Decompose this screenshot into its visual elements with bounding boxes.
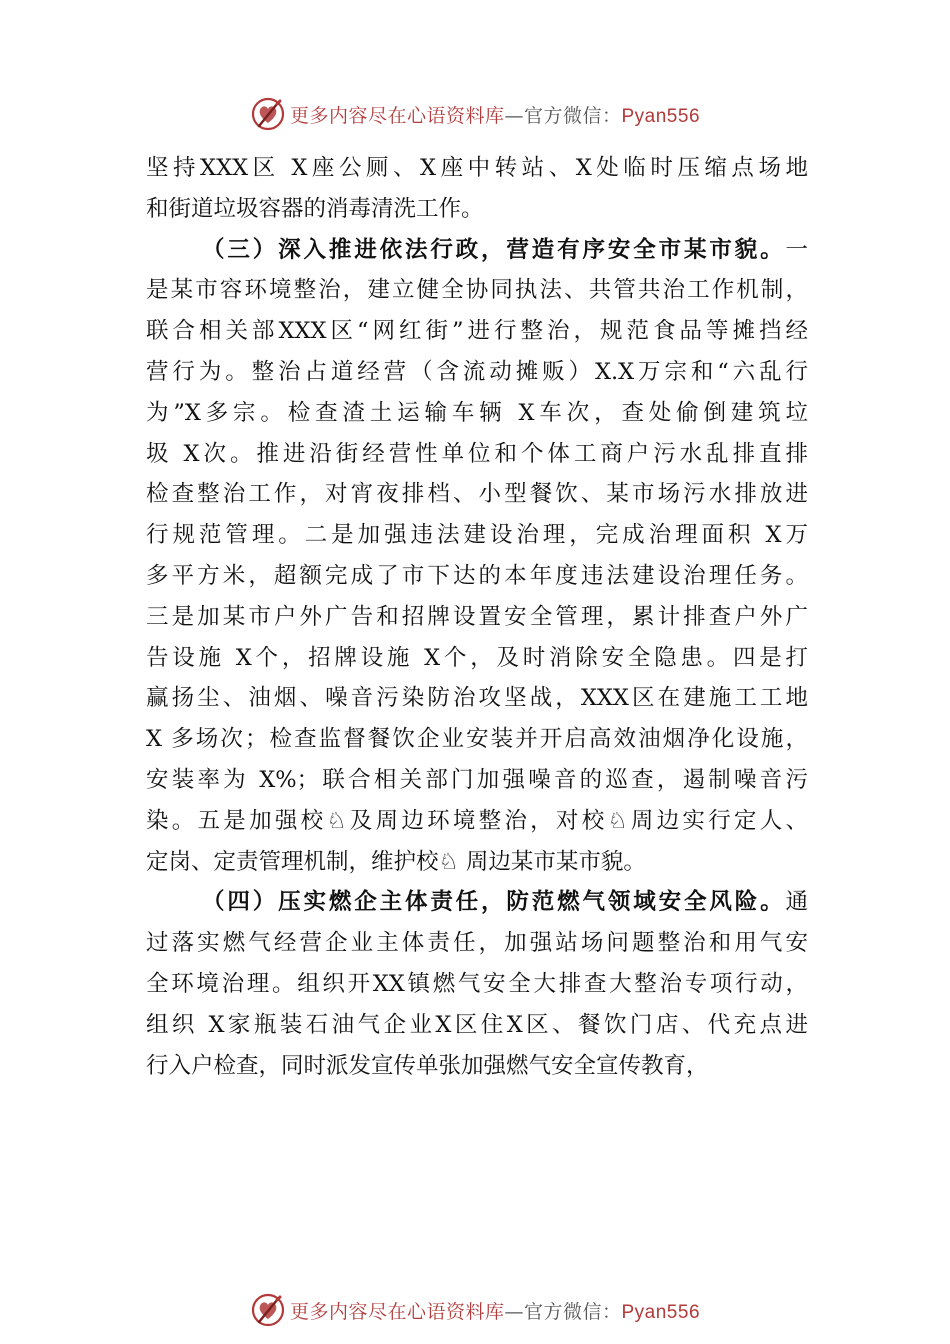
text-line: X 多场次；检查监督餐饮企业安装并开启高效油烟净化设施， bbox=[146, 726, 808, 753]
text-line: 赢扬尘、油烟、噪音污染防治攻坚战，XXX区在建施工工地 bbox=[146, 685, 808, 712]
header-banner bbox=[0, 94, 950, 134]
text-line: 告设施 X个，招牌设施 X个，及时消除安全隐患。四是打 bbox=[146, 644, 808, 671]
banner-label: 官方微信： bbox=[523, 104, 622, 127]
text-span: 通 bbox=[785, 889, 808, 916]
text-span: 一 bbox=[785, 236, 808, 263]
footer-banner bbox=[0, 1290, 950, 1330]
text-line: 坚持XXX区 X座公厕、X座中转站、X处临时压缩点场地 bbox=[146, 155, 808, 181]
text-line: 圾 X次。推进沿街经营性单位和个体工商户污水乱排直排 bbox=[146, 440, 808, 467]
text-line: 染。五是加强校♘及周边环境整治，对校♘周边实行定人、 bbox=[146, 807, 808, 834]
text-line: 联合相关部XXX区“网红街”进行整治，规范食品等摊挡经 bbox=[146, 318, 808, 345]
paragraph-first-line bbox=[146, 230, 808, 271]
text-line: 定岗、定责管理机制，维护校♘ 周边某市某市貌。 bbox=[146, 848, 646, 875]
banner-separator: — bbox=[504, 104, 524, 127]
paragraph-3 bbox=[146, 882, 808, 1086]
banner-text bbox=[290, 1297, 700, 1324]
text-line: 和街道垃圾容器的消毒清洗工作。 bbox=[146, 195, 484, 222]
text-line: 三是加某市户外广告和招牌设置安全管理，累计排查户外广 bbox=[146, 603, 808, 630]
text-line: 营行为。整治占道经营（含流动摊贩）X.X万宗和“六乱行 bbox=[146, 358, 808, 385]
text-line: 组织 X家瓶装石油气企业X区住X区、餐饮门店、代充点进 bbox=[146, 1011, 808, 1038]
paragraph-2 bbox=[146, 230, 808, 883]
text-line: 为”X多宗。检查渣土运输车辆 X车次，查处偷倒建筑垃 bbox=[146, 399, 808, 426]
heart-pen-logo-icon bbox=[250, 96, 286, 132]
section-heading-4: （四）压实燃企主体责任，防范燃气领域安全风险。 bbox=[202, 889, 786, 916]
paragraph-1 bbox=[146, 148, 808, 230]
text-line: 过落实燃气经营企业主体责任，加强站场问题整治和用气安 bbox=[146, 930, 808, 957]
banner-wechat-id: Pyan556 bbox=[621, 1301, 701, 1323]
text-line: 行规范管理。二是加强违法建设治理，完成治理面积 X万 bbox=[146, 522, 808, 549]
banner-label: 官方微信： bbox=[523, 1300, 622, 1323]
text-line: 行入户检查，同时派发宣传单张加强燃气安全宣传教育， bbox=[146, 1052, 709, 1079]
banner-separator: — bbox=[504, 1300, 524, 1323]
banner-wechat-id: Pyan556 bbox=[621, 105, 701, 127]
text-line: 是某市容环境整治，建立健全协同执法、共管共治工作机制， bbox=[146, 277, 808, 304]
text-line: 多平方米，超额完成了市下达的本年度违法建设治理任务。 bbox=[146, 562, 808, 589]
banner-main-text: 更多内容尽在心语资料库 bbox=[289, 104, 505, 127]
document-body bbox=[146, 148, 808, 1086]
banner-main-text: 更多内容尽在心语资料库 bbox=[289, 1300, 505, 1323]
heart-pen-logo-icon bbox=[250, 1292, 286, 1328]
paragraph-first-line bbox=[146, 882, 808, 923]
text-line: 安装率为 X%；联合相关部门加强噪音的巡查，遏制噪音污 bbox=[146, 766, 808, 793]
section-heading-3: （三）深入推进依法行政，营造有序安全市某市貌。 bbox=[202, 236, 786, 263]
text-line: 检查整治工作，对宵夜排档、小型餐饮、某市场污水排放进 bbox=[146, 481, 808, 508]
text-line: 全环境治理。组织开XX镇燃气安全大排查大整治专项行动， bbox=[146, 970, 808, 997]
banner-text bbox=[290, 101, 700, 128]
